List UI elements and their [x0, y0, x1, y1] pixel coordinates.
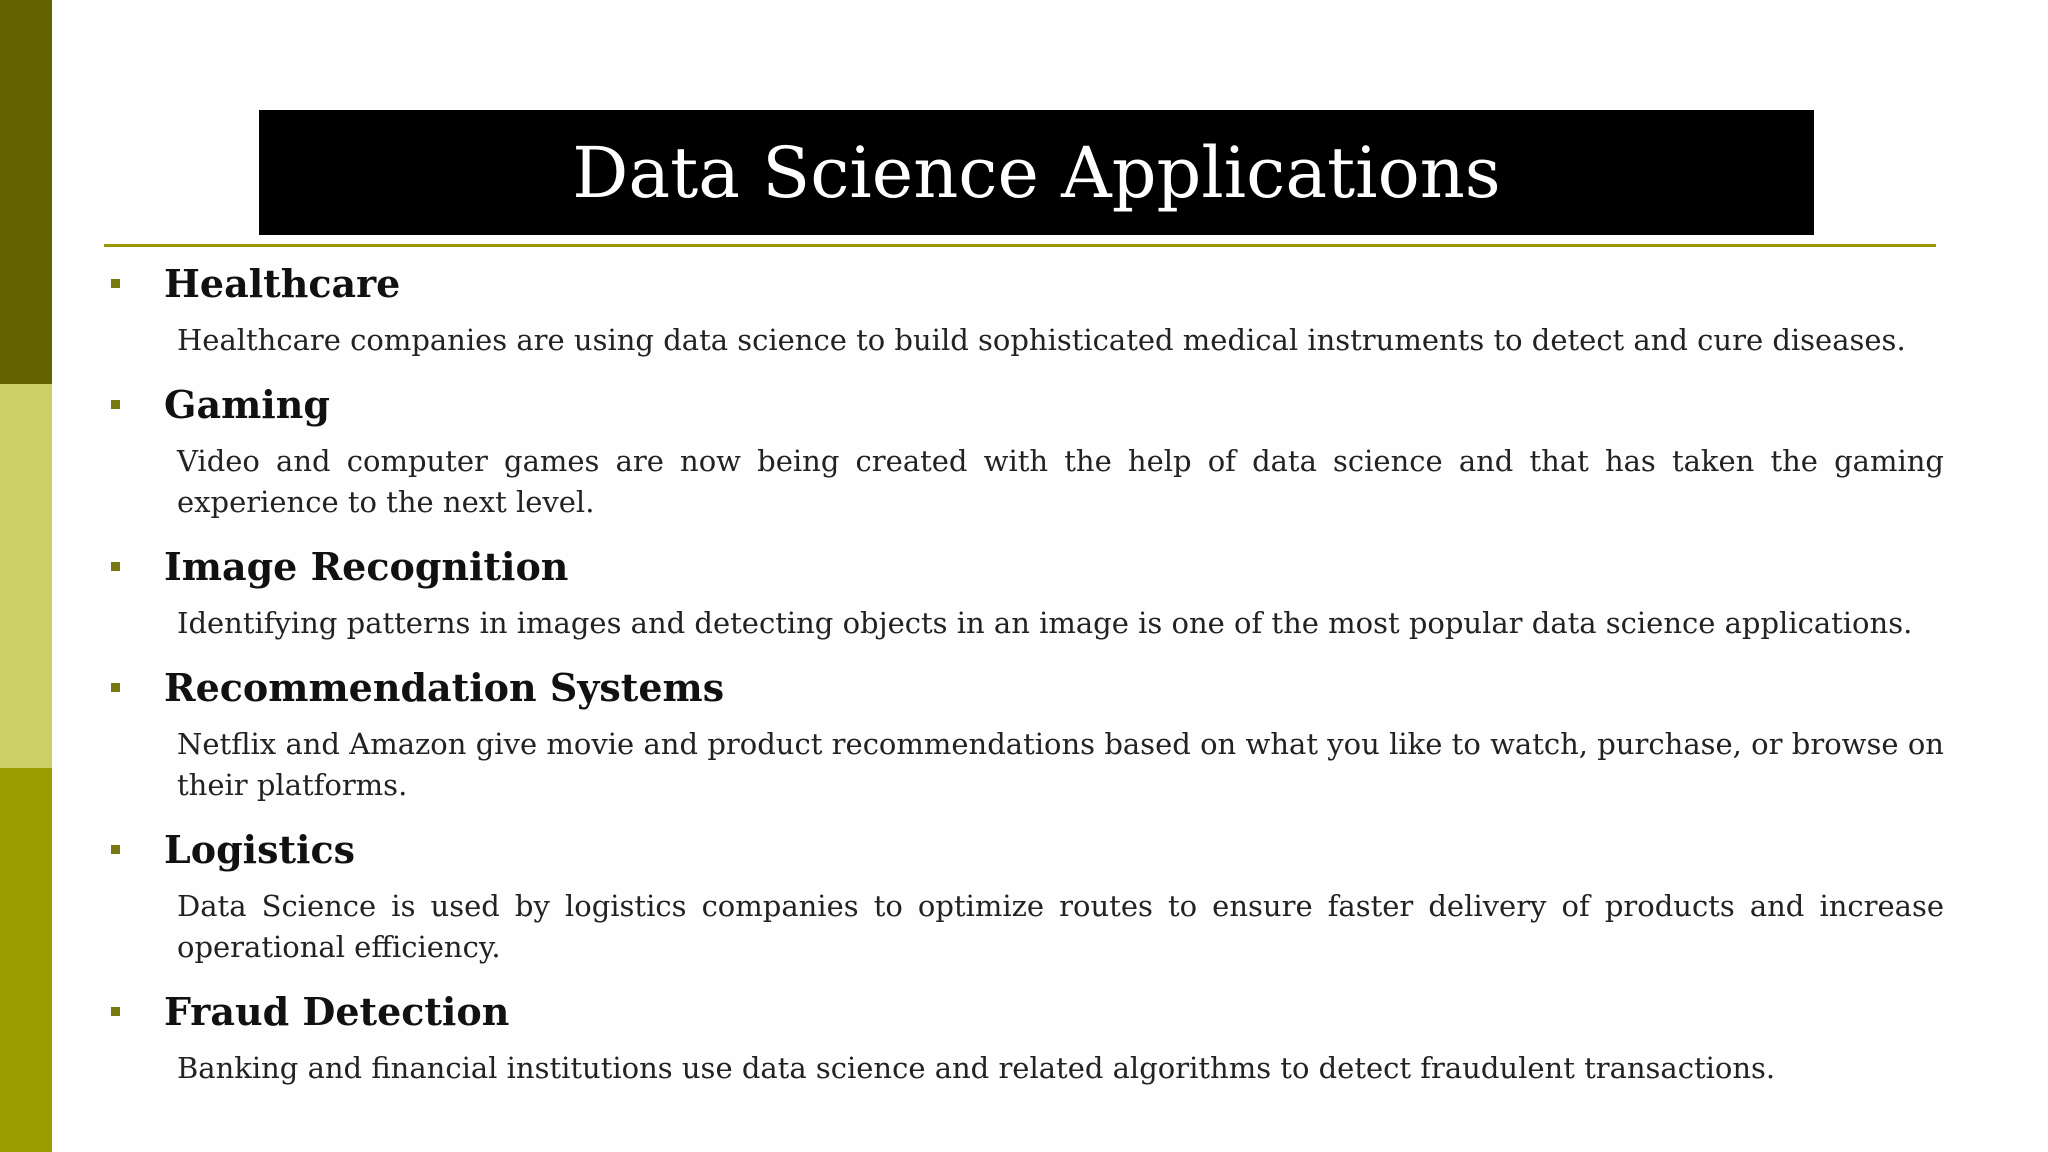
- square-bullet-icon: [111, 279, 120, 288]
- side-bar-bottom-segment: [0, 768, 52, 1152]
- list-item-title: Gaming: [164, 381, 330, 427]
- list-item-heading: [104, 258, 1944, 308]
- application-list: [104, 258, 1944, 1089]
- list-item-heading: [104, 541, 1944, 591]
- list-item-title: Recommendation Systems: [164, 664, 725, 710]
- list-item-heading: [104, 824, 1944, 874]
- title-banner: [259, 110, 1814, 235]
- list-item-description: Healthcare companies are using data science to build sophisticated medical instruments to detect and cure diseases.: [177, 323, 1906, 357]
- list-item: [104, 824, 1944, 986]
- square-bullet-icon: [111, 1007, 120, 1016]
- title-underline: [104, 244, 1936, 247]
- list-item-title: Healthcare: [164, 260, 401, 306]
- side-accent-bar: [0, 0, 52, 1152]
- square-bullet-icon: [111, 400, 120, 409]
- square-bullet-icon: [111, 562, 120, 571]
- list-item: [104, 986, 1944, 1089]
- list-item: [104, 258, 1944, 379]
- square-bullet-icon: [111, 845, 120, 854]
- list-item-description: Identifying patterns in images and detecting objects in an image is one of the most popular data science applications.: [177, 606, 1913, 640]
- list-item-description: Netflix and Amazon give movie and product recommendations based on what you like to watch, purchase, or browse on their platforms.: [177, 727, 1944, 802]
- list-item-description: Banking and financial institutions use data science and related algorithms to detect fraudulent transactions.: [177, 1051, 1776, 1085]
- list-item-title: Image Recognition: [164, 543, 569, 589]
- side-bar-top-segment: [0, 0, 52, 384]
- side-bar-middle-segment: [0, 384, 52, 768]
- list-item-heading: [104, 662, 1944, 712]
- square-bullet-icon: [111, 683, 120, 692]
- list-item: [104, 541, 1944, 662]
- list-item: [104, 662, 1944, 824]
- slide-title: Data Science Applications: [572, 131, 1501, 214]
- list-item-heading: [104, 379, 1944, 429]
- list-item-description: Video and computer games are now being created with the help of data science and that has taken the gaming experience to the next level.: [177, 444, 1944, 519]
- list-item: [104, 379, 1944, 541]
- list-item-heading: [104, 986, 1944, 1036]
- list-item-title: Fraud Detection: [164, 988, 510, 1034]
- list-item-title: Logistics: [164, 826, 355, 872]
- list-item-description: Data Science is used by logistics companies to optimize routes to ensure faster delivery of products and increase operational efficiency.: [177, 889, 1944, 964]
